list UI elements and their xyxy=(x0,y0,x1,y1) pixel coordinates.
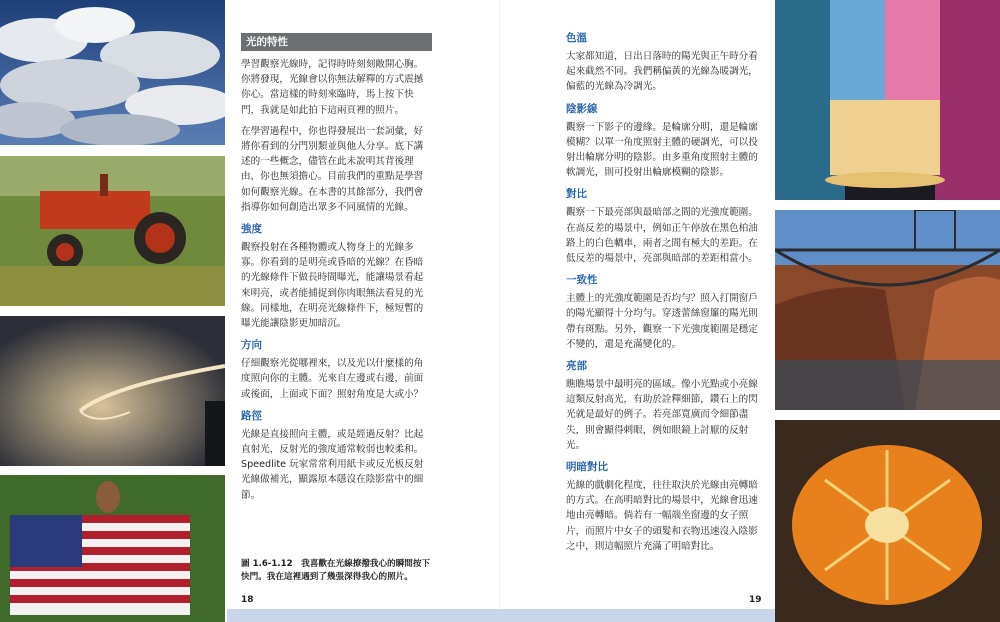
body-direction: 仔細觀察光從哪裡來，以及光以什麼樣的角度照向你的主體。光來自左邊或右邊，前面或後面，上面或下面？照射角度是大或小？ xyxy=(241,358,424,400)
page-number-right: 19 xyxy=(749,595,762,605)
photo-red-tractor xyxy=(0,156,225,306)
intro-paragraph-1: 學習觀察光線時，記得時時刻刻敞開心胸。你將發現，光線會以你無法解釋的方式震撼你心。當這樣的時刻來臨時，馬上按下快門，我就是如此拍下這兩頁裡的照片。 xyxy=(241,59,424,116)
photo-clouds xyxy=(0,0,225,145)
heading-highlights: 亮部 xyxy=(566,360,587,373)
heading-consistency: 一致性 xyxy=(566,274,598,287)
heading-intensity: 強度 xyxy=(241,223,262,236)
photo-woman-flag xyxy=(0,475,225,622)
right-text-column xyxy=(566,26,760,560)
body-path: 光線是直接照向主體，或是經過反射？比起直射光，反射光的強度通常較弱也較柔和。Speedlite 玩家常常利用紙卡或反光板反射光線做補光，顯露原本隱沒在陰影當中的細節。 xyxy=(241,428,424,501)
body-shadow-edge: 觀察一下影子的邊緣。是輪廓分明，還是輪廓模糊？以單一角度照射主體的硬調光，可以投射出輪廓分明的陰影。由多重角度照射主體的軟調光，則可投射出輪廓模糊的陰影。 xyxy=(566,121,758,179)
body-consistency: 主體上的光強度範圍是否均勻？照入打開窗戶的陽光顯得十分均勻。穿透蕾絲窗簾的陽光則帶有斑點。另外，觀察一下光強度範圍是穩定不變的，還是充滿變化的。 xyxy=(566,293,758,350)
photo-colored-glass xyxy=(775,0,1000,200)
heading-direction: 方向 xyxy=(241,339,262,352)
heading-path: 路徑 xyxy=(241,409,262,422)
photo-canyon-bridge xyxy=(775,210,1000,410)
body-highlights: 瞧瞧場景中最明亮的區域。像小光點或小亮線這類反射高光，有助於詮釋細節，鑽石上的閃光就是最好的例子。若亮部寬廣而令細節盡失，則會顯得刺眼，例如眼鏡上討厭的反射光。 xyxy=(566,379,758,451)
heading-shadow-edge: 陰影線 xyxy=(566,102,598,115)
body-chiaroscuro: 光線的戲劇化程度，往往取決於光線由亮轉暗的方式。在高明暗對比的場景中，光線會迅速地由亮轉暗。倘若有一幅端坐窗邊的女子照片，而照片中女子的頭髮和衣物迅速沒入陰影之中，則這幅照片充滿了明暗對比。 xyxy=(566,480,758,552)
right-page xyxy=(500,0,1000,622)
intro-paragraph-2: 在學習過程中，你也得發展出一套詞彙，好將你看到的分門別類並與他人分享。底下講述的一些概念，儘管在此未說明其背後理由，你也無須擔心。目前我們的重點是學習如何觀察光線。在本書的其餘部分，我們會指導你如何創造出眾多不同風情的光線。 xyxy=(241,125,424,213)
bottom-band xyxy=(227,609,775,622)
figure-caption: 圖 1.6-1.12 我喜歡在光線撩撥我心的瞬間按下快門。我在這裡遇到了幾張深得我心的照片。 xyxy=(241,559,431,582)
page-number-left: 18 xyxy=(241,595,254,605)
body-intensity: 觀察投射在各種物體或人物身上的光線多寡。你看到的是明亮或昏暗的光線？在昏暗的光線條件下做長時間曝光，能讓場景看起來明亮，或者能捕捉到你肉眼無法看見的光線。同樣地，在明亮光線條件下，極短暫的曝光能讓陰影更加暗沉。 xyxy=(241,242,424,330)
section-title: 光的特性 xyxy=(241,33,432,51)
heading-color-temperature: 色溫 xyxy=(566,32,587,44)
heading-chiaroscuro: 明暗對比 xyxy=(566,461,608,474)
body-color-temperature: 大家都知道，日出日落時的陽光與正午時分看起來截然不同。我們稱偏黃的光線為暖調光，偏藍的光線為冷調光。 xyxy=(566,51,758,93)
body-contrast: 觀察一下最亮部與最暗部之間的光強度範圍。在高反差的場景中，例如正午停放在黑色柏油路上的白色轎車，兩者之間有極大的差距。在低反差的場景中，亮部與暗部的差距相當小。 xyxy=(566,207,758,265)
heading-contrast: 對比 xyxy=(566,188,587,201)
photo-peeled-orange xyxy=(775,420,1000,622)
photo-dusk-sky xyxy=(0,316,225,466)
left-text-column xyxy=(241,33,432,509)
